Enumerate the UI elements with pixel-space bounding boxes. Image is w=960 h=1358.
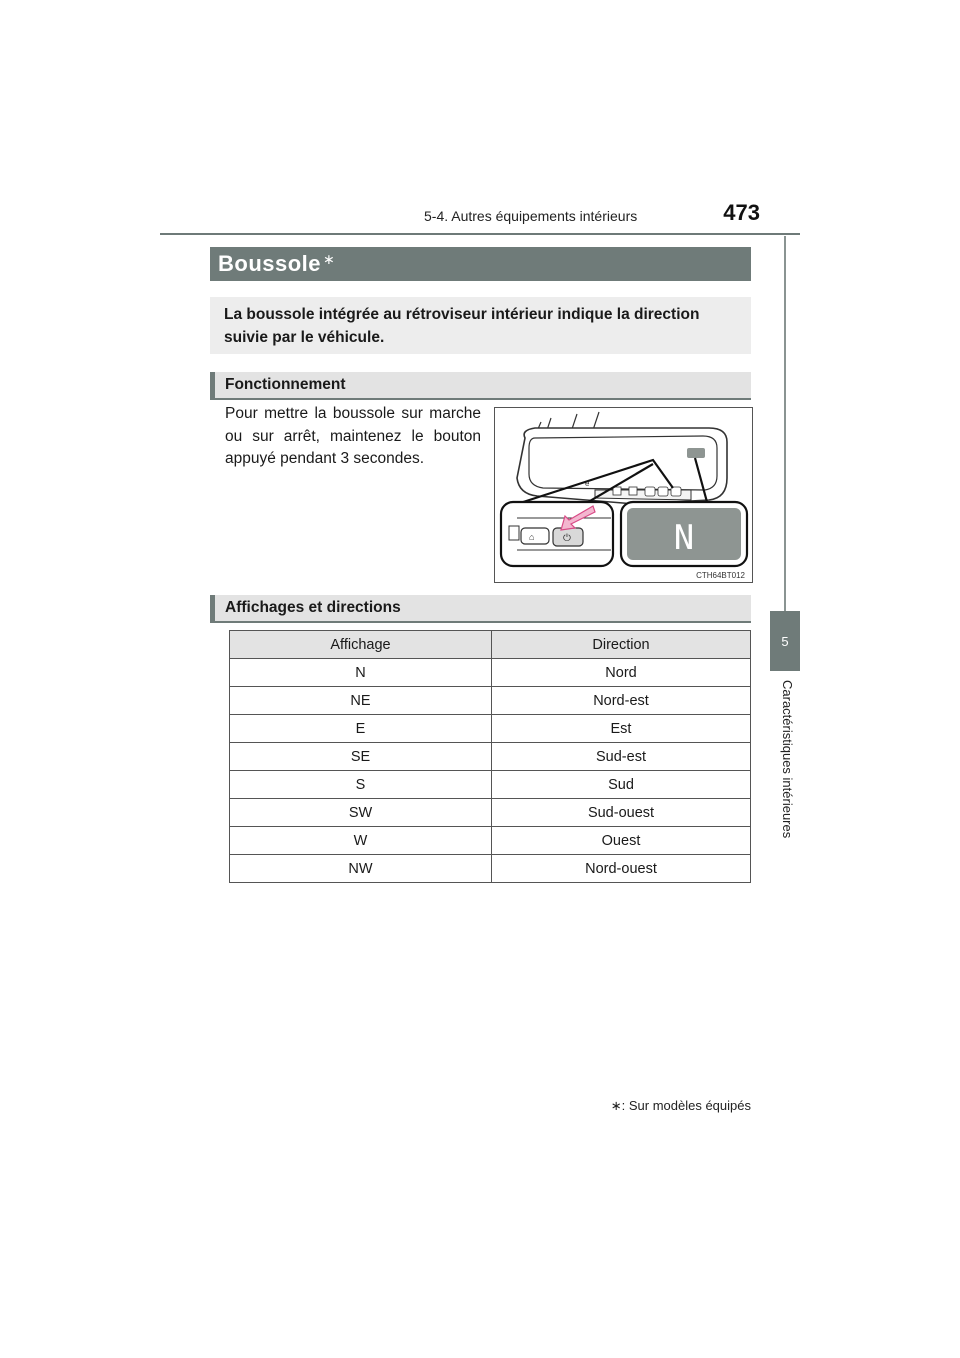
table-cell: SE — [230, 743, 492, 771]
chapter-number: 5 — [781, 633, 789, 649]
table-cell: Sud — [492, 771, 751, 799]
section-title: 5-4. Autres équipements intérieurs — [424, 208, 638, 224]
table-cell: SW — [230, 799, 492, 827]
svg-text:e: e — [585, 479, 590, 488]
display-letter: N — [673, 518, 695, 558]
illustration-code: CTH64BT012 — [696, 571, 745, 580]
table-cell: NW — [230, 855, 492, 883]
table-header-row — [230, 631, 751, 659]
page-title: Boussole — [218, 251, 322, 276]
intro-box — [210, 297, 751, 354]
table-row — [230, 855, 751, 883]
heading-operation-text: Fonctionnement — [225, 376, 346, 393]
header-rule — [160, 233, 800, 235]
side-tab-line — [784, 236, 786, 611]
column-header: Affichage — [230, 631, 492, 659]
table-row — [230, 743, 751, 771]
page-number: 473 — [723, 200, 760, 225]
intro-text: La boussole intégrée au rétroviseur intérieur indique la direction suivie par le véhicule. — [224, 306, 700, 346]
table-cell: Nord — [492, 659, 751, 687]
table-cell: Ouest — [492, 827, 751, 855]
footnote-asterisk: ∗ — [610, 1098, 622, 1113]
title-asterisk: ∗ — [323, 251, 336, 267]
table-cell: E — [230, 715, 492, 743]
footnote — [600, 1098, 751, 1114]
footnote-text: : Sur modèles équipés — [621, 1098, 751, 1113]
table-cell: S — [230, 771, 492, 799]
chapter-tab — [770, 611, 800, 671]
table-cell: NE — [230, 687, 492, 715]
mirror-illustration — [494, 407, 753, 583]
title-bar — [210, 247, 751, 281]
table-cell: Nord-ouest — [492, 855, 751, 883]
table-cell: Sud-est — [492, 743, 751, 771]
table-row — [230, 715, 751, 743]
table-row — [230, 687, 751, 715]
table-cell: Est — [492, 715, 751, 743]
table-row — [230, 827, 751, 855]
table-cell: W — [230, 827, 492, 855]
heading-directions-text: Affichages et directions — [225, 599, 401, 616]
heading-operation — [210, 372, 751, 400]
svg-text:⏻: ⏻ — [563, 533, 571, 544]
table-row — [230, 659, 751, 687]
operation-paragraph: Pour mettre la boussole sur marche ou sur arrêt, maintenez le bouton appuyé pendant 3 secondes. — [225, 405, 481, 467]
chapter-label: Caractéristiques intérieures — [780, 680, 795, 839]
svg-text:⌂: ⌂ — [529, 532, 535, 542]
mirror-drawing — [495, 408, 752, 582]
column-header: Direction — [492, 631, 751, 659]
heading-directions — [210, 595, 751, 623]
table-row — [230, 799, 751, 827]
table-cell: Nord-est — [492, 687, 751, 715]
table-row — [230, 771, 751, 799]
table-cell: N — [230, 659, 492, 687]
directions-table — [229, 630, 751, 883]
table-cell: Sud-ouest — [492, 799, 751, 827]
